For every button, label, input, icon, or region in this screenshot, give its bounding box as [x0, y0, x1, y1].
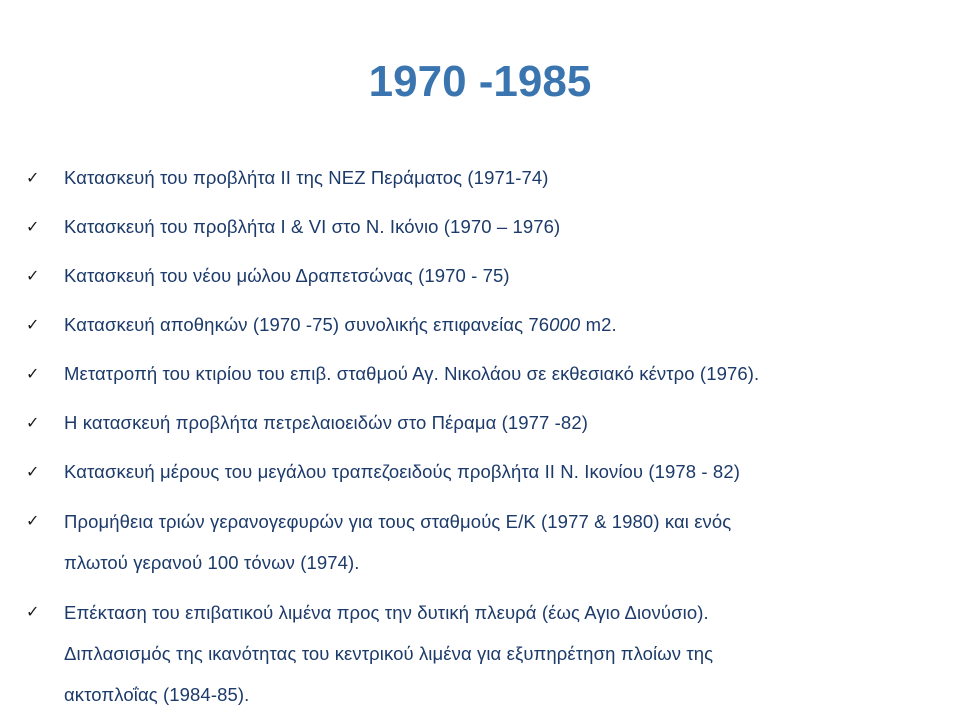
slide-title: 1970 -1985	[368, 57, 592, 106]
list-item-text: Κατασκευή του νέου μώλου Δραπετσώνας (1970 - 75)	[64, 265, 510, 286]
check-icon: ✓	[26, 462, 40, 481]
list-item-line: Διπλασισμός της ικανότητας του κεντρικού λιμένα για εξυπηρέτηση πλοίων της	[64, 643, 714, 664]
list-item-text: Κατασκευή του προβλήτα ΙΙ της ΝΕΖ Περάματος (1971-74)	[64, 167, 549, 188]
list-item-text-italic: 000	[549, 314, 581, 335]
list-item-text: Μετατροπή του κτιρίου του επιβ. σταθμού Αγ. Νικολάου σε εκθεσιακό κέντρο (1976).	[64, 363, 760, 384]
list-item-line: πλωτού γερανού 100 τόνων (1974).	[64, 552, 360, 573]
list-item	[26, 452, 946, 492]
list-item	[26, 305, 946, 345]
list-item	[26, 501, 946, 583]
list-item-line: Επέκταση του επιβατικού λιμένα προς την δυτική πλευρά (έως Αγιο Διονύσιο).	[64, 602, 709, 623]
bullet-list	[26, 158, 946, 724]
check-icon: ✓	[26, 315, 40, 334]
check-icon: ✓	[26, 413, 40, 432]
list-item	[26, 592, 946, 715]
list-item-text: Κατασκευή μέρους του μεγάλου τραπεζοειδούς προβλήτα ΙΙ Ν. Ικονίου (1978 - 82)	[64, 461, 740, 482]
list-item-line: ακτοπλοΐας (1984-85).	[64, 684, 250, 705]
check-icon: ✓	[26, 168, 40, 187]
list-item-text	[64, 314, 617, 335]
check-icon: ✓	[26, 217, 40, 236]
list-item-line: Προμήθεια τριών γερανογεφυρών για τους σταθμούς Ε/Κ (1977 & 1980) και ενός	[64, 511, 732, 532]
check-icon: ✓	[26, 364, 40, 383]
list-item-text: Η κατασκευή προβλήτα πετρελαιοειδών στο Πέραμα (1977 -82)	[64, 412, 588, 433]
list-item-text-part: m2.	[580, 314, 617, 335]
list-item	[26, 158, 946, 198]
check-icon: ✓	[26, 602, 40, 621]
check-icon: ✓	[26, 511, 40, 530]
list-item	[26, 354, 946, 394]
list-item	[26, 256, 946, 296]
list-item	[26, 403, 946, 443]
check-icon: ✓	[26, 266, 40, 285]
list-item-text-part: Κατασκευή αποθηκών (1970 -75) συνολικής επιφανείας 76	[64, 314, 550, 335]
list-item	[26, 207, 946, 247]
list-item-text: Κατασκευή του προβλήτα Ι & VI στο Ν. Ικόνιο (1970 – 1976)	[64, 216, 561, 237]
